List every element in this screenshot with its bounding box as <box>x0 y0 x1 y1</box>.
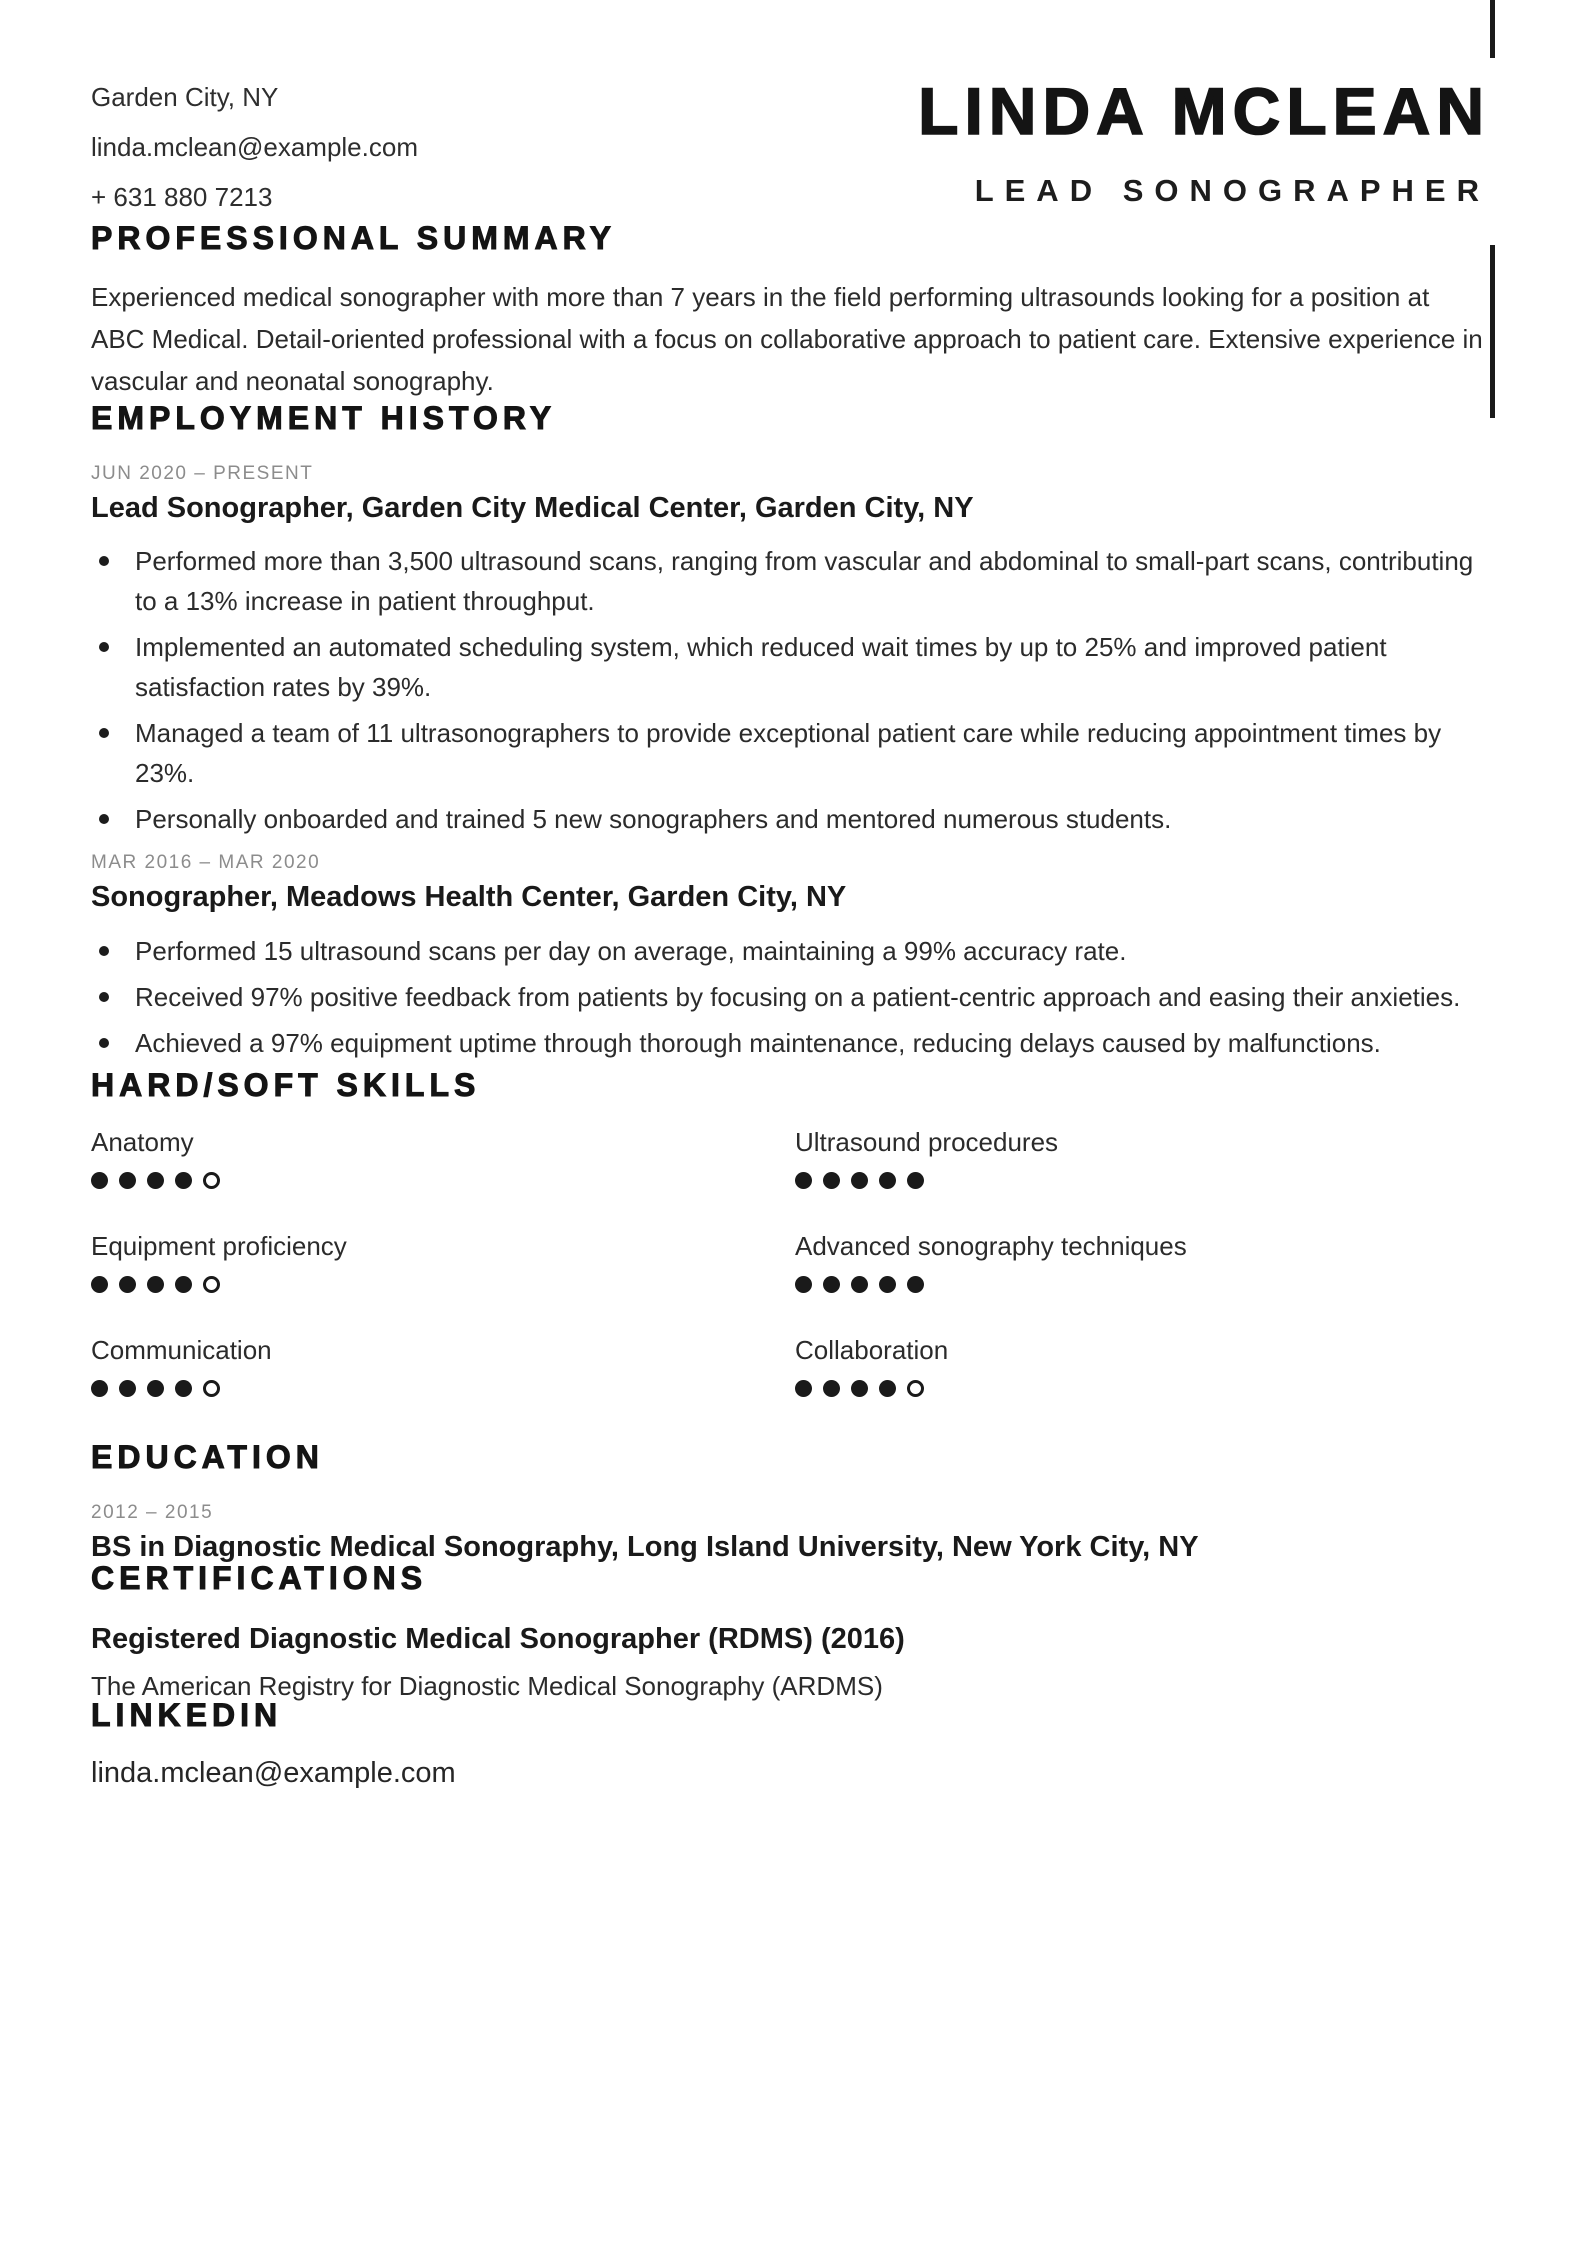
contact-block <box>91 72 418 222</box>
skill-dot-filled <box>175 1276 192 1293</box>
certifications-heading: CERTIFICATIONS <box>91 1560 428 1597</box>
job-entry <box>91 853 1490 1062</box>
skill-dot-filled <box>91 1380 108 1397</box>
section-professional-summary <box>91 222 1490 402</box>
skill-label: Collaboration <box>795 1334 949 1365</box>
education-dates: 2012 – 2015 <box>91 1501 214 1523</box>
job-dates: MAR 2016 – MAR 2020 <box>91 852 321 874</box>
candidate-name: LINDA MCLEAN <box>918 74 1490 148</box>
job-entry <box>91 464 1490 839</box>
job-dates: JUN 2020 – PRESENT <box>91 463 314 484</box>
job-bullet-list <box>91 541 1483 839</box>
skill-dot-filled <box>823 1172 840 1189</box>
education-degree: BS in Diagnostic Medical Sonography, Long Island University, New York City, NY <box>91 1530 1199 1563</box>
contact-email: linda.mclean@example.com <box>91 132 418 162</box>
section-employment-history <box>91 402 1490 1063</box>
section-skills <box>91 1066 1490 1441</box>
summary-heading: PROFESSIONAL SUMMARY <box>91 220 616 256</box>
skill-dot-filled <box>851 1172 868 1189</box>
skill-dot-filled <box>795 1276 812 1293</box>
skill-dot-filled <box>823 1276 840 1293</box>
job-title-line: Sonographer, Meadows Health Center, Garden City, NY <box>91 881 847 914</box>
certification-title: Registered Diagnostic Medical Sonographer (RDMS) (2016) <box>91 1623 905 1656</box>
skill-label: Ultrasound procedures <box>795 1126 1059 1157</box>
job-bullet: Performed more than 3,500 ultrasound scans, ranging from vascular and abdominal to small-part scans, contributing to a 13% increase in patient throughput. <box>91 541 1483 621</box>
skill-dot-filled <box>91 1276 108 1293</box>
candidate-job-title: LEAD SONOGRAPHER <box>974 173 1490 208</box>
skill-level-indicator <box>795 1276 1490 1293</box>
skill-dot-filled <box>851 1380 868 1397</box>
job-bullet-list <box>91 931 1483 1063</box>
identity-block <box>918 72 1490 208</box>
certification-issuer: The American Registry for Diagnostic Medical Sonography (ARDMS) <box>91 1670 883 1701</box>
skill-dot-filled <box>119 1172 136 1189</box>
header <box>91 72 1490 222</box>
skill-item <box>91 1230 795 1293</box>
section-education <box>91 1438 1490 1563</box>
skill-dot-filled <box>879 1172 896 1189</box>
skills-heading: HARD/SOFT SKILLS <box>91 1066 481 1103</box>
skill-item <box>91 1126 795 1189</box>
skill-dot-empty <box>203 1276 220 1293</box>
job-bullet: Received 97% positive feedback from patients by focusing on a patient-centric approach and easing their anxieties. <box>91 977 1483 1017</box>
job-bullet: Personally onboarded and trained 5 new sonographers and mentored numerous students. <box>91 799 1483 839</box>
skill-level-indicator <box>91 1276 795 1293</box>
contact-phone: + 631 880 7213 <box>91 182 273 212</box>
skill-dot-filled <box>823 1380 840 1397</box>
skill-dot-filled <box>879 1276 896 1293</box>
job-bullet: Implemented an automated scheduling system, which reduced wait times by up to 25% and improved patient satisfaction rates by 39%. <box>91 627 1483 707</box>
job-bullet: Achieved a 97% equipment uptime through thorough maintenance, reducing delays caused by malfunctions. <box>91 1023 1483 1063</box>
summary-text: Experienced medical sonographer with more than 7 years in the field performing ultrasounds looking for a position at ABC Medical. Detail-oriented professional with a focus on collaborative approach to patient care. Extensive experience in vascular and neonatal sonography. <box>91 282 1483 396</box>
accent-bar-top <box>1490 0 1495 58</box>
skill-dot-filled <box>907 1172 924 1189</box>
skill-label: Advanced sonography techniques <box>795 1230 1187 1261</box>
section-linkedin <box>91 1696 1490 1789</box>
skill-dot-filled <box>119 1380 136 1397</box>
section-certifications <box>91 1560 1490 1701</box>
skill-dot-filled <box>907 1276 924 1293</box>
linkedin-value: linda.mclean@example.com <box>91 1756 456 1789</box>
skill-dot-filled <box>119 1276 136 1293</box>
job-bullet: Performed 15 ultrasound scans per day on average, maintaining a 99% accuracy rate. <box>91 931 1483 971</box>
skill-item <box>795 1230 1490 1293</box>
skill-label: Anatomy <box>91 1126 194 1157</box>
skill-dot-empty <box>203 1172 220 1189</box>
skill-level-indicator <box>795 1172 1490 1189</box>
skill-dot-filled <box>147 1276 164 1293</box>
skill-dot-filled <box>795 1380 812 1397</box>
skill-label: Communication <box>91 1334 272 1365</box>
skill-dot-filled <box>851 1276 868 1293</box>
job-bullet: Managed a team of 11 ultrasonographers to provide exceptional patient care while reducing appointment times by 23%. <box>91 713 1483 793</box>
skill-dot-filled <box>795 1172 812 1189</box>
skill-dot-filled <box>175 1172 192 1189</box>
education-heading: EDUCATION <box>91 1438 324 1475</box>
job-title-line: Lead Sonographer, Garden City Medical Center, Garden City, NY <box>91 492 974 524</box>
contact-location: Garden City, NY <box>91 82 279 112</box>
skill-level-indicator <box>91 1380 795 1397</box>
skill-dot-filled <box>879 1380 896 1397</box>
accent-bar-bottom <box>1490 245 1495 418</box>
skill-dot-empty <box>907 1380 924 1397</box>
skills-grid <box>91 1126 1490 1441</box>
skill-dot-filled <box>175 1380 192 1397</box>
skill-dot-filled <box>147 1172 164 1189</box>
employment-heading: EMPLOYMENT HISTORY <box>91 400 557 436</box>
skill-level-indicator <box>795 1380 1490 1397</box>
skill-item <box>91 1334 795 1397</box>
skill-dot-empty <box>203 1380 220 1397</box>
skill-dot-filled <box>147 1380 164 1397</box>
skill-item <box>795 1126 1490 1189</box>
skill-label: Equipment proficiency <box>91 1230 347 1261</box>
skill-dot-filled <box>91 1172 108 1189</box>
linkedin-heading: LINKEDIN <box>91 1696 283 1733</box>
skill-level-indicator <box>91 1172 795 1189</box>
skill-item <box>795 1334 1490 1397</box>
